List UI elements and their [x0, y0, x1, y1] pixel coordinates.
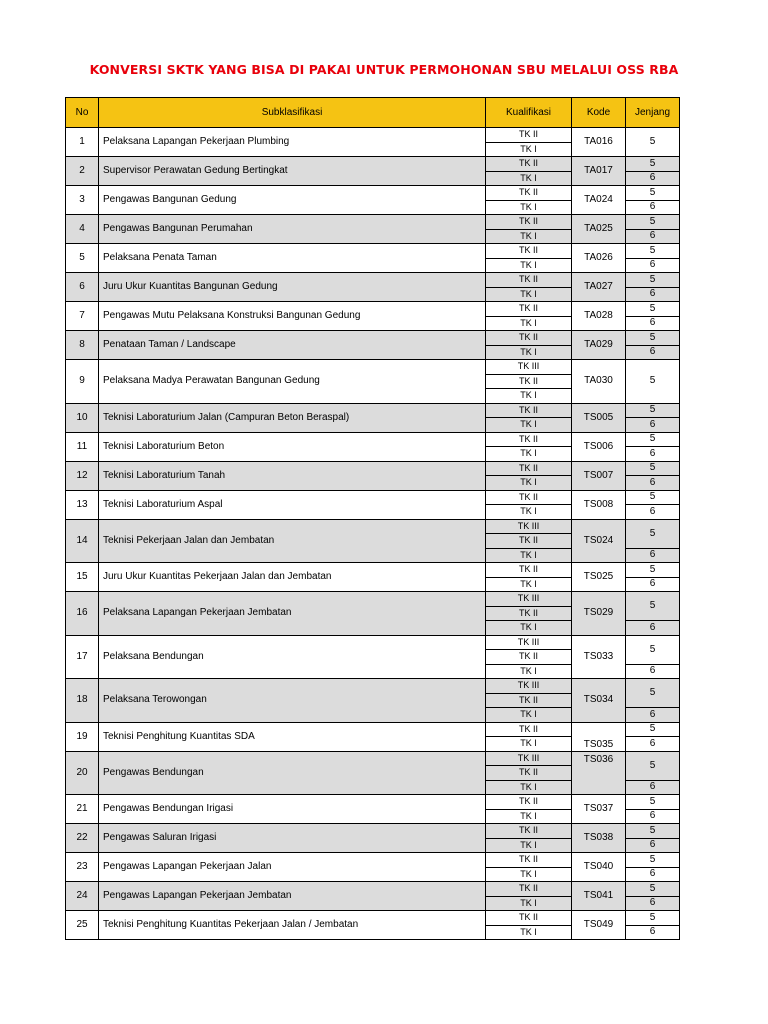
jenjang-cell: 5 — [626, 128, 680, 157]
jenjang-cell: 5 — [626, 679, 680, 708]
kode-cell: TS041 — [572, 882, 626, 911]
row-number: 17 — [66, 635, 99, 679]
kualifikasi-cell: TK II — [486, 824, 572, 839]
jenjang-cell: 5 — [626, 157, 680, 172]
row-number: 13 — [66, 490, 99, 519]
kualifikasi-cell: TK I — [486, 925, 572, 940]
row-number: 10 — [66, 403, 99, 432]
jenjang-cell: 6 — [626, 867, 680, 882]
kualifikasi-cell: TK I — [486, 505, 572, 520]
kualifikasi-cell: TK III — [486, 519, 572, 534]
row-number: 3 — [66, 186, 99, 215]
row-number: 16 — [66, 592, 99, 636]
row-number: 8 — [66, 331, 99, 360]
subklasifikasi-cell: Pengawas Bangunan Perumahan — [99, 215, 486, 244]
subklasifikasi-cell: Pelaksana Lapangan Pekerjaan Jembatan — [99, 592, 486, 636]
subklasifikasi-cell: Pengawas Mutu Pelaksana Konstruksi Bangunan Gedung — [99, 302, 486, 331]
subklasifikasi-cell: Pelaksana Penata Taman — [99, 244, 486, 273]
kode-cell: TS034 — [572, 679, 626, 723]
kualifikasi-cell: TK II — [486, 693, 572, 708]
kualifikasi-cell: TK II — [486, 606, 572, 621]
subklasifikasi-cell: Pelaksana Lapangan Pekerjaan Plumbing — [99, 128, 486, 157]
kode-cell: TS049 — [572, 911, 626, 940]
row-number: 2 — [66, 157, 99, 186]
kualifikasi-cell: TK I — [486, 287, 572, 302]
row-number: 9 — [66, 360, 99, 404]
jenjang-cell: 5 — [626, 824, 680, 839]
jenjang-cell: 6 — [626, 548, 680, 563]
jenjang-cell: 6 — [626, 200, 680, 215]
table-row — [66, 563, 680, 578]
kualifikasi-cell: TK I — [486, 708, 572, 723]
kode-cell: TA017 — [572, 157, 626, 186]
kode-cell: TS040 — [572, 853, 626, 882]
jenjang-cell: 6 — [626, 780, 680, 795]
table-body — [66, 128, 680, 940]
jenjang-cell: 5 — [626, 882, 680, 897]
row-number: 19 — [66, 722, 99, 751]
table-row — [66, 128, 680, 143]
kualifikasi-cell: TK I — [486, 200, 572, 215]
kode-cell: TA016 — [572, 128, 626, 157]
jenjang-cell: 5 — [626, 853, 680, 868]
subklasifikasi-cell: Pelaksana Bendungan — [99, 635, 486, 679]
jenjang-cell: 6 — [626, 505, 680, 520]
kode-cell: TA027 — [572, 273, 626, 302]
jenjang-cell: 6 — [626, 229, 680, 244]
kualifikasi-cell: TK III — [486, 751, 572, 766]
row-number: 11 — [66, 432, 99, 461]
kode-cell: TS037 — [572, 795, 626, 824]
row-number: 21 — [66, 795, 99, 824]
jenjang-cell: 5 — [626, 360, 680, 404]
row-number: 1 — [66, 128, 99, 157]
table-row — [66, 751, 680, 766]
table-row — [66, 186, 680, 201]
jenjang-cell: 5 — [626, 490, 680, 505]
jenjang-cell: 6 — [626, 838, 680, 853]
kode-cell: TS024 — [572, 519, 626, 563]
kualifikasi-cell: TK II — [486, 490, 572, 505]
table-row — [66, 679, 680, 694]
kualifikasi-cell: TK II — [486, 215, 572, 230]
kode-cell: TA024 — [572, 186, 626, 215]
kualifikasi-cell: TK II — [486, 244, 572, 259]
jenjang-cell: 6 — [626, 316, 680, 331]
table-row — [66, 244, 680, 259]
subklasifikasi-cell: Pelaksana Madya Perawatan Bangunan Gedung — [99, 360, 486, 404]
subklasifikasi-cell: Pengawas Lapangan Pekerjaan Jalan — [99, 853, 486, 882]
kode-cell: TS006 — [572, 432, 626, 461]
kode-cell: TA025 — [572, 215, 626, 244]
kualifikasi-cell: TK III — [486, 360, 572, 375]
subklasifikasi-cell: Pengawas Bangunan Gedung — [99, 186, 486, 215]
subklasifikasi-cell: Teknisi Laboraturium Beton — [99, 432, 486, 461]
kualifikasi-cell: TK II — [486, 911, 572, 926]
jenjang-cell: 6 — [626, 258, 680, 273]
subklasifikasi-cell: Teknisi Pekerjaan Jalan dan Jembatan — [99, 519, 486, 563]
subklasifikasi-cell: Pengawas Bendungan — [99, 751, 486, 795]
jenjang-cell: 5 — [626, 635, 680, 664]
kode-cell: TA026 — [572, 244, 626, 273]
subklasifikasi-cell: Penataan Taman / Landscape — [99, 331, 486, 360]
jenjang-cell: 5 — [626, 592, 680, 621]
kualifikasi-cell: TK I — [486, 418, 572, 433]
subklasifikasi-cell: Pengawas Saluran Irigasi — [99, 824, 486, 853]
kualifikasi-cell: TK II — [486, 461, 572, 476]
row-number: 7 — [66, 302, 99, 331]
jenjang-cell: 6 — [626, 664, 680, 679]
kualifikasi-cell: TK II — [486, 331, 572, 346]
jenjang-cell: 5 — [626, 461, 680, 476]
kualifikasi-cell: TK II — [486, 302, 572, 317]
jenjang-cell: 6 — [626, 577, 680, 592]
row-number: 12 — [66, 461, 99, 490]
table-row — [66, 360, 680, 375]
row-number: 14 — [66, 519, 99, 563]
row-number: 4 — [66, 215, 99, 244]
jenjang-cell: 5 — [626, 186, 680, 201]
kualifikasi-cell: TK II — [486, 722, 572, 737]
jenjang-cell: 6 — [626, 925, 680, 940]
kualifikasi-cell: TK I — [486, 142, 572, 157]
table-row — [66, 331, 680, 346]
row-number: 23 — [66, 853, 99, 882]
table-row — [66, 911, 680, 926]
kualifikasi-cell: TK III — [486, 635, 572, 650]
jenjang-cell: 5 — [626, 302, 680, 317]
kualifikasi-cell: TK I — [486, 447, 572, 462]
jenjang-cell: 6 — [626, 418, 680, 433]
subklasifikasi-cell: Teknisi Laboraturium Jalan (Campuran Beton Beraspal) — [99, 403, 486, 432]
kualifikasi-cell: TK II — [486, 795, 572, 810]
kualifikasi-cell: TK II — [486, 766, 572, 781]
row-number: 6 — [66, 273, 99, 302]
table-row — [66, 215, 680, 230]
header-subklasifikasi: Subklasifikasi — [99, 98, 486, 128]
kualifikasi-cell: TK I — [486, 838, 572, 853]
table-row — [66, 824, 680, 839]
kualifikasi-cell: TK II — [486, 650, 572, 665]
jenjang-cell: 5 — [626, 751, 680, 780]
jenjang-cell: 5 — [626, 244, 680, 259]
kode-cell: TA030 — [572, 360, 626, 404]
table-row — [66, 635, 680, 650]
header-jenjang: Jenjang — [626, 98, 680, 128]
table-row — [66, 519, 680, 534]
kualifikasi-cell: TK II — [486, 403, 572, 418]
jenjang-cell: 5 — [626, 273, 680, 288]
row-number: 18 — [66, 679, 99, 723]
kode-cell: TA028 — [572, 302, 626, 331]
jenjang-cell: 5 — [626, 795, 680, 810]
document-title: KONVERSI SKTK YANG BISA DI PAKAI UNTUK PERMOHONAN SBU MELALUI OSS RBA — [89, 62, 679, 77]
row-number: 22 — [66, 824, 99, 853]
kualifikasi-cell: TK II — [486, 432, 572, 447]
jenjang-cell: 5 — [626, 563, 680, 578]
kode-cell: TS038 — [572, 824, 626, 853]
kualifikasi-cell: TK I — [486, 548, 572, 563]
table-row — [66, 157, 680, 172]
row-number: 24 — [66, 882, 99, 911]
kualifikasi-cell: TK II — [486, 186, 572, 201]
jenjang-cell: 6 — [626, 171, 680, 186]
subklasifikasi-cell: Teknisi Penghitung Kuantitas Pekerjaan Jalan / Jembatan — [99, 911, 486, 940]
row-number: 25 — [66, 911, 99, 940]
subklasifikasi-cell: Pelaksana Terowongan — [99, 679, 486, 723]
table-row — [66, 592, 680, 607]
jenjang-cell: 6 — [626, 809, 680, 824]
header-kode: Kode — [572, 98, 626, 128]
kualifikasi-cell: TK I — [486, 867, 572, 882]
header-no: No — [66, 98, 99, 128]
conversion-table — [65, 97, 680, 940]
jenjang-cell: 5 — [626, 215, 680, 230]
kualifikasi-cell: TK I — [486, 896, 572, 911]
table-row — [66, 432, 680, 447]
kualifikasi-cell: TK II — [486, 273, 572, 288]
kode-cell: TA029 — [572, 331, 626, 360]
kode-cell: TS007 — [572, 461, 626, 490]
kualifikasi-cell: TK I — [486, 476, 572, 491]
kualifikasi-cell: TK III — [486, 592, 572, 607]
kualifikasi-cell: TK II — [486, 853, 572, 868]
table-row — [66, 273, 680, 288]
subklasifikasi-cell: Juru Ukur Kuantitas Pekerjaan Jalan dan Jembatan — [99, 563, 486, 592]
jenjang-cell: 6 — [626, 621, 680, 636]
kualifikasi-cell: TK II — [486, 882, 572, 897]
jenjang-cell: 6 — [626, 476, 680, 491]
jenjang-cell: 6 — [626, 896, 680, 911]
subklasifikasi-cell: Supervisor Perawatan Gedung Bertingkat — [99, 157, 486, 186]
jenjang-cell: 5 — [626, 911, 680, 926]
jenjang-cell: 6 — [626, 287, 680, 302]
jenjang-cell: 5 — [626, 331, 680, 346]
kualifikasi-cell: TK II — [486, 563, 572, 578]
kode-cell: TS036 — [572, 751, 626, 795]
subklasifikasi-cell: Juru Ukur Kuantitas Bangunan Gedung — [99, 273, 486, 302]
table-row — [66, 403, 680, 418]
kualifikasi-cell: TK I — [486, 171, 572, 186]
row-number: 5 — [66, 244, 99, 273]
kualifikasi-cell: TK I — [486, 316, 572, 331]
jenjang-cell: 6 — [626, 447, 680, 462]
kode-cell: TS005 — [572, 403, 626, 432]
jenjang-cell: 6 — [626, 708, 680, 723]
jenjang-cell: 5 — [626, 722, 680, 737]
kualifikasi-cell: TK I — [486, 577, 572, 592]
kualifikasi-cell: TK I — [486, 809, 572, 824]
kode-cell: TS033 — [572, 635, 626, 679]
kualifikasi-cell: TK II — [486, 374, 572, 389]
table-header-row — [66, 98, 680, 128]
kualifikasi-cell: TK I — [486, 737, 572, 752]
kualifikasi-cell: TK II — [486, 128, 572, 143]
kode-cell: TS029 — [572, 592, 626, 636]
kualifikasi-cell: TK II — [486, 534, 572, 549]
table-row — [66, 882, 680, 897]
table-row — [66, 795, 680, 810]
kualifikasi-cell: TK III — [486, 679, 572, 694]
kualifikasi-cell: TK I — [486, 345, 572, 360]
kualifikasi-cell: TK I — [486, 664, 572, 679]
jenjang-cell: 6 — [626, 737, 680, 752]
jenjang-cell: 5 — [626, 519, 680, 548]
jenjang-cell: 5 — [626, 432, 680, 447]
kualifikasi-cell: TK I — [486, 389, 572, 404]
kualifikasi-cell: TK I — [486, 258, 572, 273]
jenjang-cell: 6 — [626, 345, 680, 360]
kode-cell: TS035 — [572, 722, 626, 751]
subklasifikasi-cell: Pengawas Lapangan Pekerjaan Jembatan — [99, 882, 486, 911]
table-row — [66, 490, 680, 505]
jenjang-cell: 5 — [626, 403, 680, 418]
kualifikasi-cell: TK I — [486, 229, 572, 244]
row-number: 15 — [66, 563, 99, 592]
kualifikasi-cell: TK II — [486, 157, 572, 172]
kode-cell: TS025 — [572, 563, 626, 592]
row-number: 20 — [66, 751, 99, 795]
subklasifikasi-cell: Teknisi Laboraturium Aspal — [99, 490, 486, 519]
kualifikasi-cell: TK I — [486, 780, 572, 795]
table-row — [66, 461, 680, 476]
table-row — [66, 853, 680, 868]
table-row — [66, 302, 680, 317]
kualifikasi-cell: TK I — [486, 621, 572, 636]
header-kualifikasi: Kualifikasi — [486, 98, 572, 128]
subklasifikasi-cell: Pengawas Bendungan Irigasi — [99, 795, 486, 824]
kode-cell: TS008 — [572, 490, 626, 519]
subklasifikasi-cell: Teknisi Laboraturium Tanah — [99, 461, 486, 490]
table-row — [66, 722, 680, 737]
subklasifikasi-cell: Teknisi Penghitung Kuantitas SDA — [99, 722, 486, 751]
